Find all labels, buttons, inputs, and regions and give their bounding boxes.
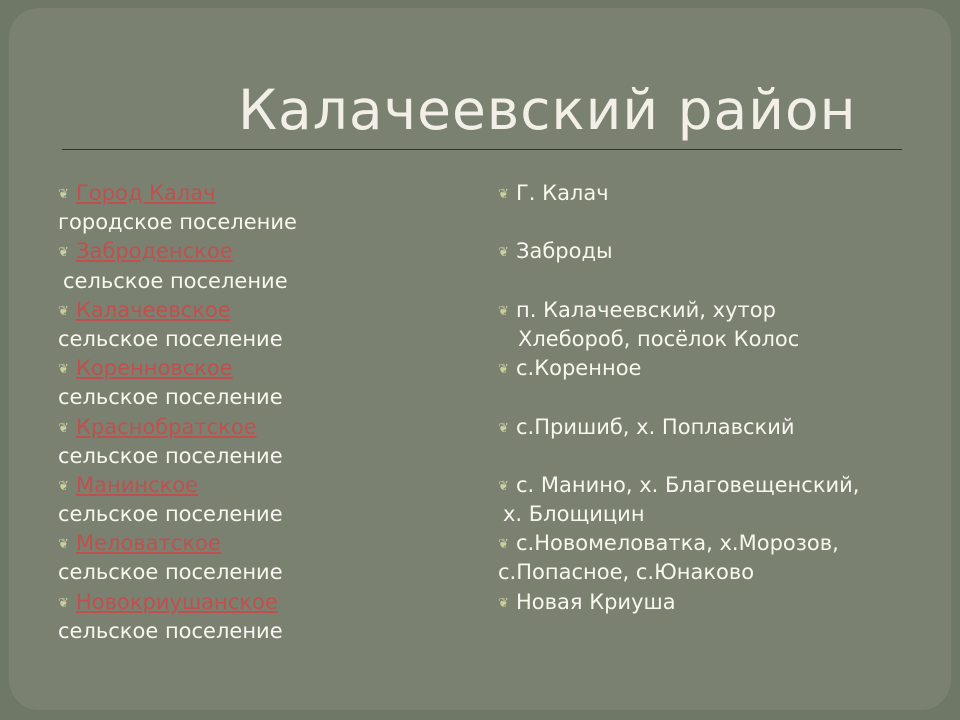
leaf-bullet-icon: ❦ — [498, 478, 509, 494]
list-item — [58, 354, 297, 383]
leaf-bullet-icon: ❦ — [58, 595, 69, 611]
list-item — [498, 471, 859, 500]
locality-text: с.Новомеловатка, х.Морозов, — [516, 531, 839, 556]
title-divider — [62, 149, 902, 150]
locality-text-continued: х. Блощицин — [503, 502, 645, 527]
settlement-link[interactable]: Меловатское — [76, 531, 221, 556]
settlement-link[interactable]: Калачеевское — [76, 297, 231, 322]
spacer — [498, 208, 859, 237]
settlement-type: городское поселение — [58, 210, 297, 235]
locality-text: с.Пришиб, х. Поплавский — [516, 414, 795, 439]
settlement-link[interactable]: Коренновское — [76, 356, 233, 381]
list-item — [58, 237, 297, 266]
settlement-type: сельское поселение — [58, 385, 283, 410]
leaf-bullet-icon: ❦ — [498, 595, 509, 611]
page-title: Калачеевский район — [238, 78, 857, 142]
locality-text: п. Калачеевский, хутор — [516, 297, 776, 322]
leaf-bullet-icon: ❦ — [58, 362, 69, 378]
spacer — [498, 442, 859, 471]
list-item — [58, 179, 297, 208]
settlement-type: сельское поселение — [58, 326, 283, 351]
leaf-bullet-icon: ❦ — [58, 187, 69, 202]
list-item — [498, 529, 859, 558]
list-item — [58, 588, 297, 617]
settlement-link[interactable]: Город Калач — [76, 181, 216, 205]
locality-text: с.Коренное — [516, 356, 642, 381]
leaf-bullet-icon: ❦ — [498, 187, 509, 202]
spacer — [498, 267, 859, 296]
settlements-list — [58, 179, 297, 646]
locality-text: Новая Криуша — [516, 589, 676, 614]
localities-list — [498, 179, 859, 617]
leaf-bullet-icon: ❦ — [58, 245, 69, 261]
locality-text-continued: с.Попасное, с.Юнаково — [498, 560, 755, 585]
locality-text: с. Манино, х. Благовещенский, — [516, 472, 860, 497]
settlement-link[interactable]: Манинское — [76, 472, 199, 497]
settlement-type: сельское поселение — [58, 560, 283, 585]
list-item — [498, 296, 859, 325]
settlement-type: сельское поселение — [58, 443, 283, 468]
spacer — [498, 383, 859, 412]
list-item — [58, 471, 297, 500]
settlement-link[interactable]: Заброденское — [76, 239, 233, 264]
list-item — [498, 179, 859, 208]
list-item — [498, 588, 859, 617]
leaf-bullet-icon: ❦ — [58, 478, 69, 494]
locality-text: Заброды — [516, 239, 613, 264]
list-item — [58, 413, 297, 442]
settlement-link[interactable]: Краснобратское — [76, 414, 257, 439]
settlement-type: сельское поселение — [58, 618, 283, 643]
leaf-bullet-icon: ❦ — [498, 537, 509, 553]
locality-text-continued: Хлебороб, посёлок Колос — [518, 326, 800, 351]
leaf-bullet-icon: ❦ — [58, 537, 69, 553]
settlement-link[interactable]: Новокриушанское — [76, 589, 278, 614]
list-item — [498, 413, 859, 442]
leaf-bullet-icon: ❦ — [58, 420, 69, 436]
leaf-bullet-icon: ❦ — [498, 362, 509, 378]
leaf-bullet-icon: ❦ — [498, 420, 509, 436]
list-item — [58, 296, 297, 325]
list-item — [58, 529, 297, 558]
settlement-type: сельское поселение — [63, 268, 288, 293]
locality-text: Г. Калач — [516, 181, 609, 205]
leaf-bullet-icon: ❦ — [498, 245, 509, 261]
leaf-bullet-icon: ❦ — [58, 303, 69, 319]
list-item — [498, 354, 859, 383]
list-item — [498, 237, 859, 266]
settlement-type: сельское поселение — [58, 502, 283, 527]
leaf-bullet-icon: ❦ — [498, 303, 509, 319]
